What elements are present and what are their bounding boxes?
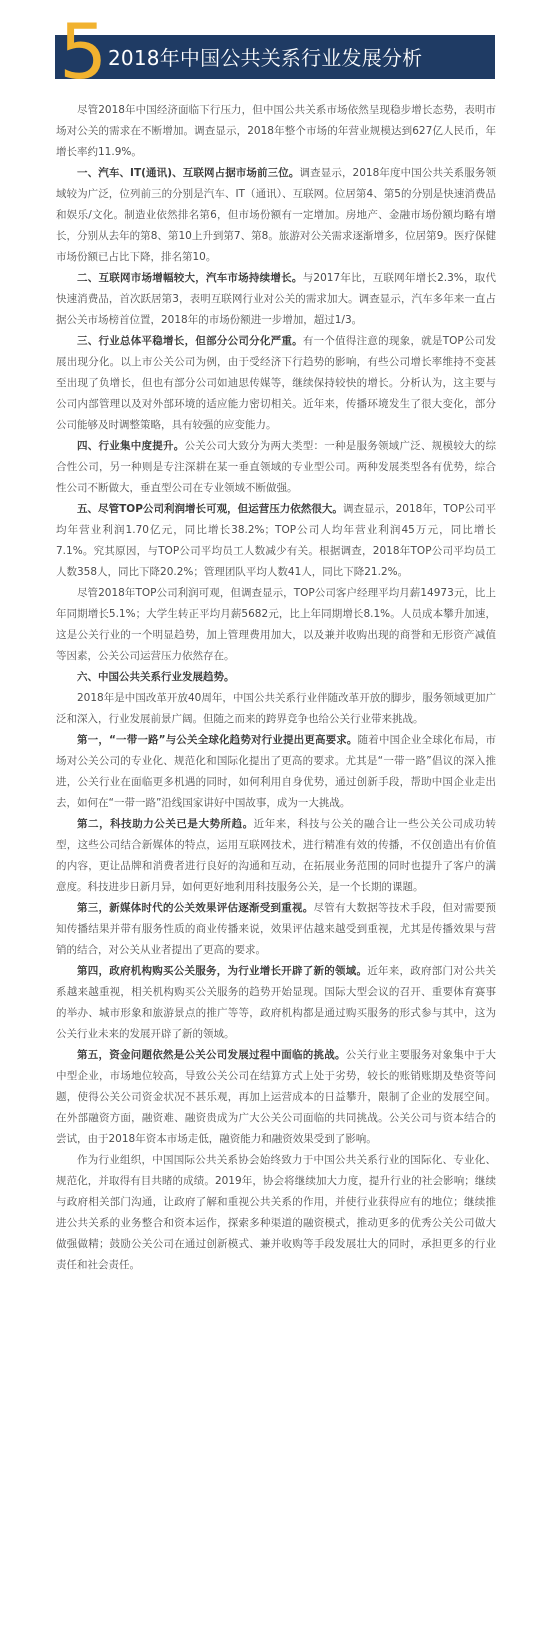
paragraph (56, 688, 496, 730)
paragraph-lead: 第三，新媒体时代的公关效果评估逐渐受到重视。 (77, 902, 314, 914)
paragraph (56, 331, 496, 436)
paragraph-text: 尽管2018年TOP公司利润可观，但调查显示，TOP公司客户经理平均月薪14973元，比上年同期增长5.1%；大学生转正平均月薪5682元，比上年同期增长8.1%。人员成本攀升加速，这是公关行业的一个明显趋势，加上管理费用加大，以及兼并收购出现的商誉和无形资产减值等因素，公关公司运营压力依然存在。 (56, 587, 496, 662)
paragraph-text: 公关公司大致分为两大类型：一种是服务领域广泛、规模较大的综合性公司，另一种则是专注深耕在某一垂直领域的专业型公司。两种发展类型各有优势，综合性公司不断做大，垂直型公司在专业领域不断做强。 (56, 440, 496, 494)
paragraph-lead: 第一，“一带一路”与公关全球化趋势对行业提出更高要求。 (77, 734, 358, 746)
paragraph (56, 667, 496, 688)
paragraph (56, 1045, 496, 1150)
paragraph (56, 268, 496, 331)
paragraph-text: 近年来，科技与公关的融合让一些公关公司成功转型，这些公司结合新媒体的特点，运用互联网技术，进行精准有效的传播，不仅创造出有价值的内容，更让品牌和消费者进行良好的沟通和互动，在拓展业务范围的同时也提升了客户的满意度。科技进步日新月异，如何更好地利用科技服务公关，是一个长期的课题。 (56, 818, 497, 893)
paragraph-text: 调查显示，2018年，TOP公司平均年营业利润1.70亿元，同比增长38.2%；TOP公司人均年营业利润45万元，同比增长7.1%。究其原因，与TOP公司平均员工人数减少有关。根据调查，2018年TOP公司平均员工人数358人，同比下降20.2%；管理团队平均人数41人，同比下降21.2%。 (56, 503, 496, 578)
article-body (56, 100, 496, 1276)
paragraph-text: 近年来，政府部门对公共关系越来越重视，相关机构购买公关服务的趋势开始显现。国际大型会议的召开、重要体育赛事的举办、城市形象和旅游景点的推广等等，政府机构都是通过购买服务的形式参与其中，这为公关行业未来的发展开辟了新的领域。 (56, 965, 496, 1040)
paragraph-lead: 四、行业集中度提升。 (77, 440, 185, 452)
paragraph (56, 163, 496, 268)
paragraph-text: 公关行业主要服务对象集中于大中型企业，市场地位较高，导致公关公司在结算方式上处于劣势，较长的账销账期及垫资等问题，使得公关公司资金状况不甚乐观，再加上运营成本的日益攀升，限制了企业的发展空间。在外部融资方面，融资难、融资贵成为广大公关公司面临的共同挑战。公关公司与资本结合的尝试，由于2018年资本市场走低，融资能力和融资效果受到了影响。 (56, 1049, 496, 1145)
paragraph-lead: 第四，政府机构购买公关服务，为行业增长开辟了新的领域。 (77, 965, 368, 977)
paragraph-text: 尽管2018年中国经济面临下行压力，但中国公共关系市场依然呈现稳步增长态势，表明市场对公关的需求在不断增加。调查显示，2018年整个市场的年营业规模达到627亿人民币，年增长率约11.9%。 (56, 104, 496, 158)
paragraph (56, 898, 496, 961)
paragraph (56, 436, 496, 499)
section-number: 5 (59, 7, 108, 96)
paragraph-text: 作为行业组织，中国国际公共关系协会始终致力于中国公共关系行业的国际化、专业化、规范化，并取得有目共睹的成绩。2019年，协会将继续加大力度，提升行业的社会影响；继续与政府相关部门沟通，让政府了解和重视公共关系的作用，并使行业获得应有的地位；继续推进公共关系的业务整合和资本运作，探索多种渠道的融资模式，推动更多的优秀公关公司做大做强做精；鼓励公关公司在通过创新模式、兼并收购等手段发展壮大的同时，承担更多的行业责任和社会责任。 (56, 1154, 496, 1271)
paragraph-text: 与2017年比，互联网年增长2.3%，取代快速消费品，首次跃居第3，表明互联网行业对公关的需求加大。调查显示，汽车多年来一直占据公关市场榜首位置，2018年的市场份额进一步增加，超过1/3。 (56, 272, 496, 326)
paragraph (56, 583, 496, 667)
paragraph (56, 730, 496, 814)
paragraph-text: 2018年是中国改革开放40周年，中国公共关系行业伴随改革开放的脚步，服务领域更加广泛和深入，行业发展前景广阔。但随之而来的跨界竞争也给公关行业带来挑战。 (56, 692, 496, 725)
paragraph (56, 100, 496, 163)
paragraph-text: 尽管有大数据等技术手段，但对需要预知传播结果并带有服务性质的商业传播来说，效果评估越来越受到重视，尤其是传播效果与营销的结合，对公关从业者提出了更高的要求。 (56, 902, 496, 956)
paragraph (56, 499, 496, 583)
paragraph (56, 961, 496, 1045)
paragraph-lead: 二、互联网市场增幅较大，汽车市场持续增长。 (77, 272, 303, 284)
section-title: 2018年中国公共关系行业发展分析 (108, 46, 423, 70)
paragraph (56, 1150, 496, 1276)
paragraph-lead: 五、尽管TOP公司利润增长可观，但运营压力依然很大。 (77, 503, 343, 515)
paragraph-text: 调查显示，2018年度中国公共关系服务领域较为广泛，位列前三的分别是汽车、IT（通讯）、互联网。位居第4、第5的分别是快速消费品和娱乐/文化。制造业依然排名第6，但市场份额有一定增加。房地产、金融市场份额均略有增长，分别从去年的第8、第10上升到第7、第8。旅游对公关需求逐渐增多，位居第9。医疗保健市场份额已占比下降，排名第10。 (56, 167, 496, 263)
paragraph-lead: 第二，科技助力公关已是大势所趋。 (77, 818, 254, 830)
paragraph-text: 随着中国企业全球化布局，市场对公关公司的专业化、规范化和国际化提出了更高的要求。尤其是“一带一路”倡议的深入推进，公关行业在面临更多机遇的同时，如何利用自身优势，通过创新手段，帮助中国企业走出去，如何在“一带一路”沿线国家讲好中国故事，成为一大挑战。 (56, 734, 496, 809)
paragraph (56, 814, 496, 898)
paragraph-text: 有一个值得注意的现象，就是TOP公司发展出现分化。以上市公关公司为例，由于受经济下行趋势的影响，有些公司增长率维持不变甚至出现了负增长，但也有部分公司如迪思传媒等，继续保持较快的增长。分析认为，这主要与公司内部管理以及对外部环境的适应能力密切相关。近年来，传播环境发生了很大变化，部分公司能够及时调整策略，具有较强的应变能力。 (56, 335, 497, 431)
paragraph-lead: 第五，资金问题依然是公关公司发展过程中面临的挑战。 (77, 1049, 346, 1061)
paragraph-lead: 六、中国公共关系行业发展趋势。 (77, 671, 235, 683)
paragraph-lead: 三、行业总体平稳增长，但部分公司分化严重。 (77, 335, 303, 347)
paragraph-lead: 一、汽车、IT(通讯)、互联网占据市场前三位。 (77, 167, 300, 179)
